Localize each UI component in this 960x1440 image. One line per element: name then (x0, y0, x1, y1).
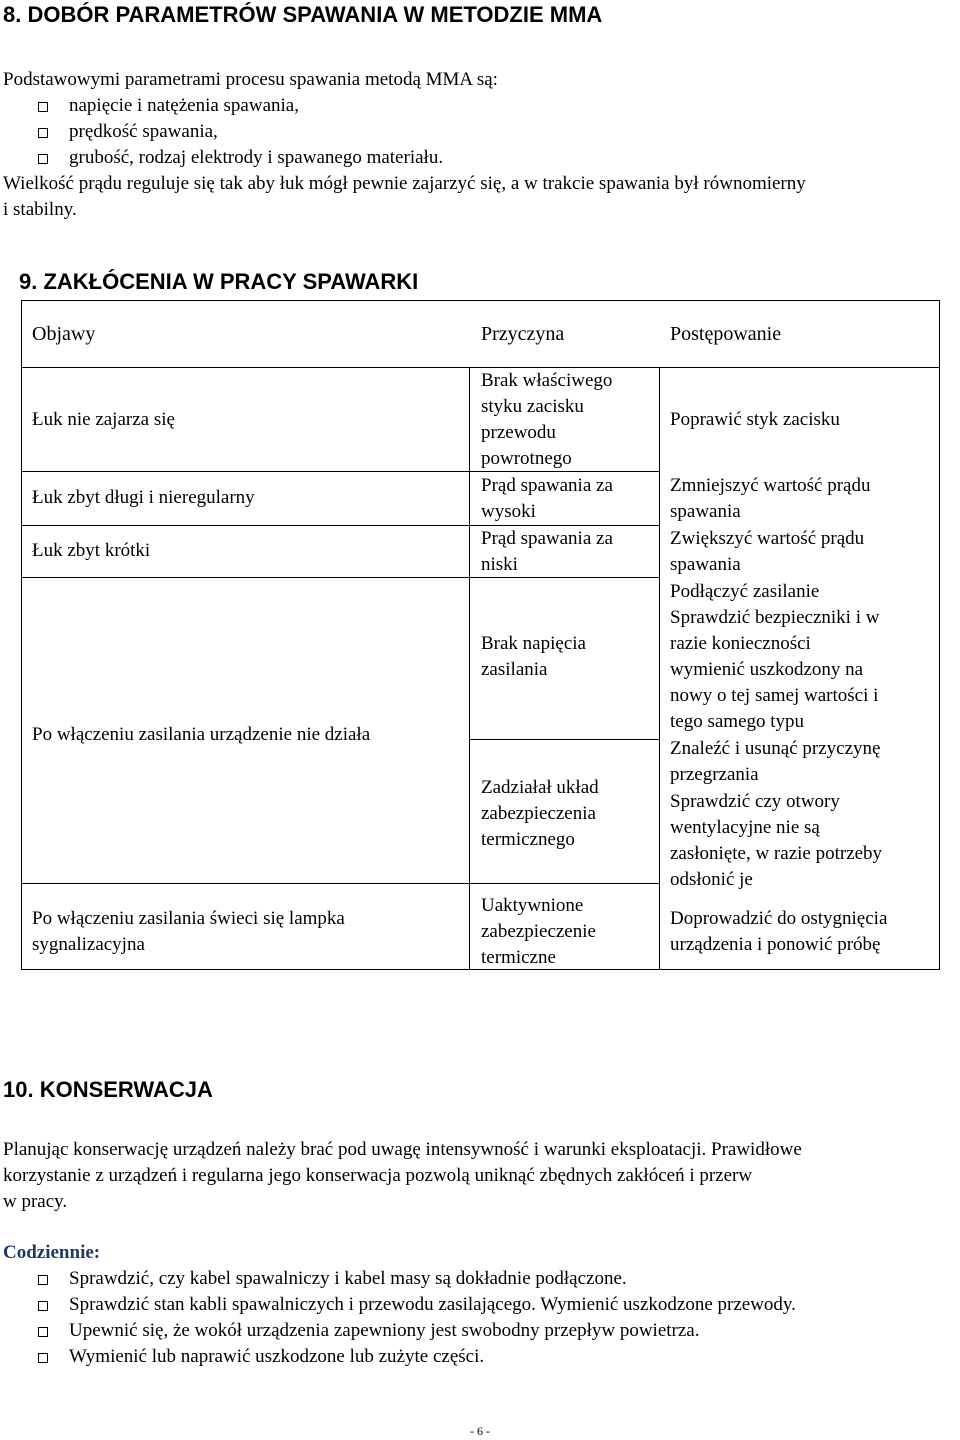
list-item: Sprawdzić stan kabli spawalniczych i przewodu zasilającego. Wymienić uszkodzone przewody. (38, 1292, 796, 1318)
list-item: Sprawdzić, czy kabel spawalniczy i kabel masy są dokładnie podłączone. (38, 1266, 796, 1292)
section-8-paragraph-line-2: i stabilny. (3, 199, 77, 220)
action-cell: Sprawdzić czy otwory wentylacyjne nie są zasłonięte, w razie potrzeby odsłonić je (670, 791, 883, 890)
parameter-list (38, 93, 443, 171)
section-8-intro: Podstawowymi parametrami procesu spawania metodą MMA są: (3, 69, 498, 90)
column-header-postepowanie: Postępowanie (670, 323, 782, 345)
checkbox-bullet-icon (38, 1275, 48, 1285)
checkbox-bullet-icon (38, 1301, 48, 1311)
checkbox-bullet-icon (38, 154, 48, 164)
checkbox-bullet-icon (38, 102, 48, 112)
action-cell: Doprowadzić do ostygnięcia urządzenia i ponowić próbę (670, 908, 888, 955)
symptom-cell: Po włączeniu zasilania urządzenie nie działa (32, 724, 371, 745)
list-item: Wymienić lub naprawić uszkodzone lub zużyte części. (38, 1344, 796, 1370)
cause-cell: Brak napięcia zasilania (481, 633, 586, 680)
section-8-paragraph-line-1: Wielkość prądu reguluje się tak aby łuk mógł pewnie zajarzyć się, a w trakcie spawania był równomierny (3, 173, 806, 194)
section-8-heading: 8. DOBÓR PARAMETRÓW SPAWANIA W METODZIE MMA (3, 2, 603, 27)
action-cell: Sprawdzić bezpieczniki i w razie konieczności wymienić uszkodzony na nowy o tej samej wartości i tego samego typu (670, 607, 880, 732)
section-9-heading: 9. ZAKŁÓCENIA W PRACY SPAWARKI (19, 269, 419, 294)
column-header-objawy: Objawy (32, 323, 96, 345)
cause-cell: Prąd spawania za niski (481, 528, 613, 575)
action-cell: Zmniejszyć wartość prądu spawania (670, 475, 871, 522)
symptom-cell: Łuk zbyt długi i nieregularny (32, 487, 255, 508)
cause-cell: Uaktywnione zabezpieczenie termiczne (481, 895, 596, 968)
symptom-cell: Po włączeniu zasilania świeci się lampka sygnalizacyjna (32, 908, 345, 955)
list-item: grubość, rodzaj elektrody i spawanego materiału. (38, 145, 443, 171)
checkbox-bullet-icon (38, 128, 48, 138)
cause-cell: Prąd spawania za wysoki (481, 475, 613, 522)
column-header-przyczyna: Przyczyna (481, 323, 565, 345)
list-item: napięcie i natężenia spawania, (38, 93, 443, 119)
action-cell: Podłączyć zasilanie (670, 581, 820, 602)
checkbox-bullet-icon (38, 1353, 48, 1363)
symptom-cell: Łuk nie zajarza się (32, 409, 175, 430)
daily-heading: Codziennie: (3, 1242, 101, 1263)
action-cell: Znaleźć i usunąć przyczynę przegrzania (670, 738, 881, 785)
list-item: prędkość spawania, (38, 119, 443, 145)
daily-checklist (38, 1266, 796, 1370)
list-item: Upewnić się, że wokół urządzenia zapewniony jest swobodny przepływ powietrza. (38, 1318, 796, 1344)
cause-cell: Brak właściwego styku zacisku przewodu powrotnego (481, 370, 613, 469)
section-10-heading: 10. KONSERWACJA (3, 1077, 213, 1102)
symptom-cell: Łuk zbyt krótki (32, 540, 151, 561)
action-cell: Poprawić styk zacisku (670, 409, 840, 430)
page-number: - 6 - (470, 1424, 490, 1438)
section-10-paragraph: Planując konserwację urządzeń należy brać pod uwagę intensywność i warunki eksploatacji. Prawidłowe korzystanie z urządzeń i regularna jego konserwacja pozwolą uniknąć zbędnych zakłóceń i przerw w pracy. (3, 1139, 802, 1212)
checkbox-bullet-icon (38, 1327, 48, 1337)
cause-cell: Zadziałał układ zabezpieczenia termicznego (481, 777, 599, 850)
action-cell: Zwiększyć wartość prądu spawania (670, 528, 865, 575)
